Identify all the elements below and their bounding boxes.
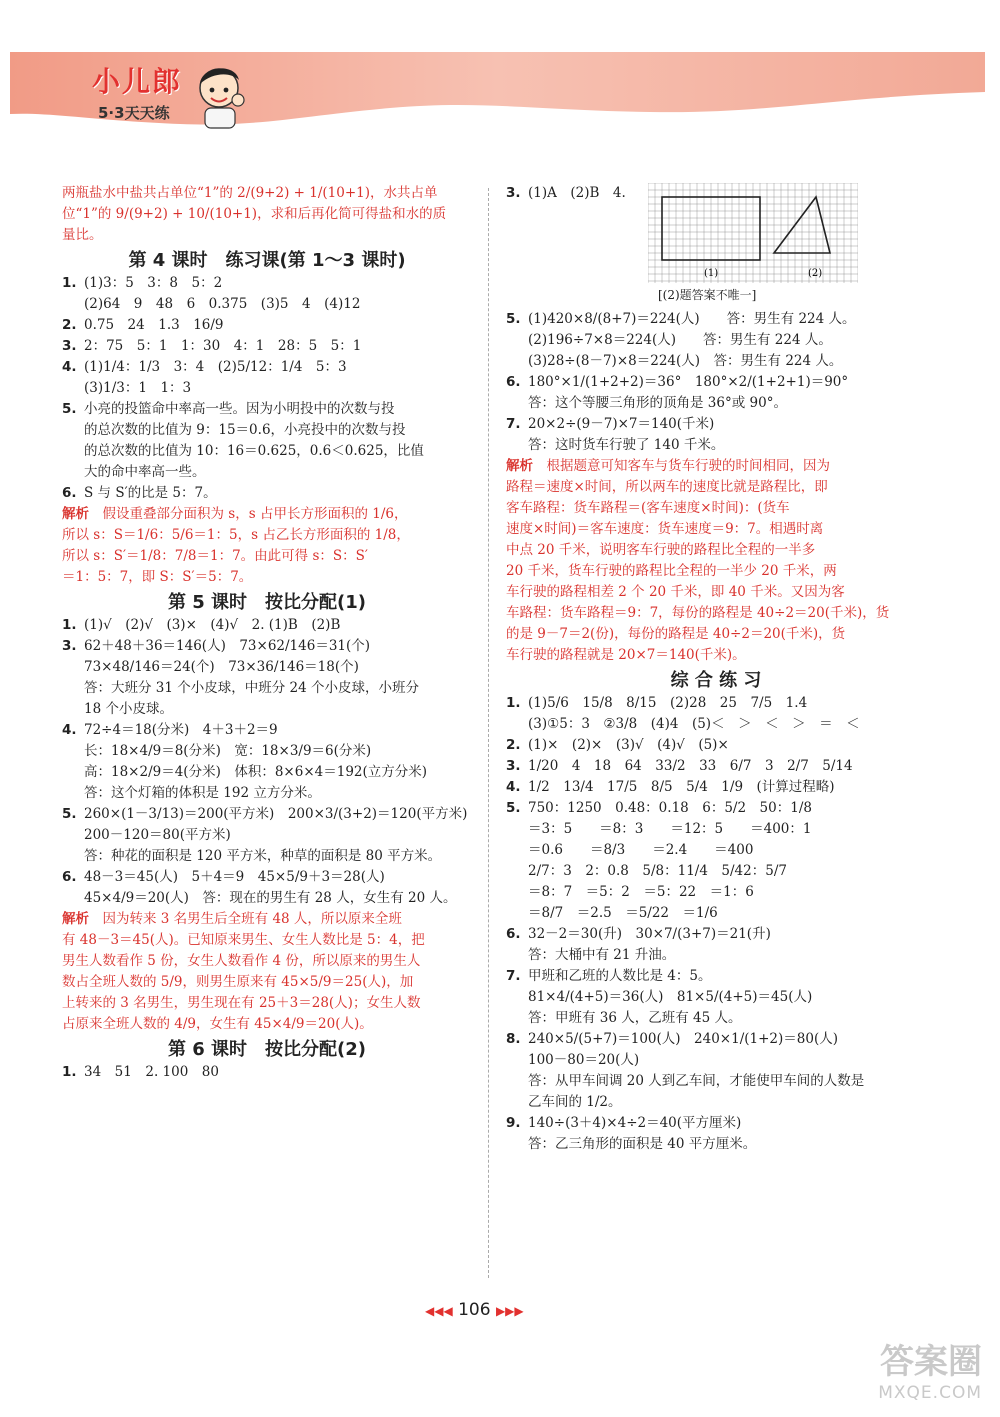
item-text: 1/20 4 18 64 33/2 33 6/7 3 2/7 5/14 — [528, 758, 853, 774]
item-text: (1)× (2)× (3)√ (4)√ (5)× — [528, 737, 729, 753]
item-number: 5. — [62, 806, 77, 822]
answer-line: (3)①5：3 ②3/8 (4)4 (5)＜ ＞ ＜ ＞ ＝ ＜ — [528, 716, 860, 732]
item-text: 20×2÷(9－7)×7＝140(千米) — [528, 416, 715, 432]
analysis-line — [62, 504, 472, 525]
analysis-text: 假设重叠部分面积为 s，s 占甲长方形面积的 1/6， — [89, 506, 408, 522]
answer-line: 答：乙三角形的面积是 40 平方厘米。 — [528, 1136, 757, 1152]
answer-line: 答：甲班有 36 人，乙班有 45 人。 — [528, 1010, 742, 1026]
section-title: 第 4 课时 练习课(第 1～3 课时) — [128, 250, 406, 271]
answer-item — [62, 720, 472, 741]
answer-item — [62, 399, 472, 420]
section-title: 第 6 课时 按比分配(2) — [167, 1039, 367, 1060]
answer-item — [506, 777, 926, 798]
answer-line: 答：大桶中有 21 升油。 — [528, 947, 676, 963]
explanation-line: 占原来全班人数的 4/9，女生有 45×4/9＝20(人)。 — [62, 1016, 373, 1032]
item-number: 9. — [506, 1115, 521, 1131]
analysis-label: 解析 — [62, 911, 89, 927]
answer-line: 答：这个灯箱的体积是 192 立方分米。 — [84, 785, 321, 801]
item-text: 34 51 2. 100 80 — [84, 1064, 219, 1080]
explanation-line: 数占全班人数的 5/9，则男生原来有 45×5/9＝25(人)，加 — [62, 974, 414, 990]
analysis-label: 解析 — [506, 458, 533, 474]
answer-item — [506, 1113, 926, 1134]
item-text: (1)5/6 15/8 8/15 (2)28 25 7/5 1.4 — [528, 695, 808, 711]
item-number: 4. — [62, 722, 77, 738]
item-text: 180°×1/(1+2+2)＝36° 180°×2/(1+2+1)＝90° — [528, 374, 849, 390]
answer-item — [62, 273, 472, 294]
item-text: (1)√ (2)√ (3)× (4)√ 2. (1)B (2)B — [84, 617, 341, 633]
item-text: S 与 S′的比是 5：7。 — [84, 485, 217, 501]
section-title: 第 5 课时 按比分配(1) — [167, 592, 367, 613]
answer-line: 81×4/(4+5)＝36(人) 81×5/(4+5)＝45(人) — [528, 989, 813, 1005]
item-text: 小亮的投篮命中率高一些。因为小明投中的次数与投 — [84, 401, 395, 417]
answer-line: ＝8：7 ＝5：2 ＝5：22 ＝1：6 — [528, 884, 754, 900]
explanation-line: 位“1”的 9/(9+2) + 10/(10+1)，求和后再化简可得盐和水的质 — [62, 206, 447, 222]
section-title: 综 合 练 习 — [670, 670, 762, 691]
answer-item — [62, 804, 472, 825]
answer-item — [506, 966, 926, 987]
item-number: 4. — [62, 359, 77, 375]
answer-line: 100－80＝20(人) — [528, 1052, 640, 1068]
answer-line: 大的命中率高一些。 — [84, 464, 206, 480]
explanation-line: 有 48－3＝45(人)。已知原来男生、女生人数比是 5：4，把 — [62, 932, 425, 948]
item-text: (1)420×8/(8+7)＝224(人) 答：男生有 224 人。 — [528, 311, 856, 327]
explanation-line: 中点 20 千米，说明客车行驶的路程比全程的一半多 — [506, 542, 816, 558]
answer-item — [62, 336, 472, 357]
answer-item — [62, 357, 472, 378]
answer-item — [506, 798, 926, 819]
item-number: 5. — [506, 800, 521, 816]
page-number-bar — [425, 1300, 524, 1320]
watermark-title: 答案圈 — [880, 1342, 982, 1382]
explanation-line: 两瓶盐水中盐共占单位“1”的 2/(9+2) + 1/(10+1)，水共占单 — [62, 185, 438, 201]
answer-item — [506, 756, 926, 777]
answer-line: 答：这个等腰三角形的顶角是 36°或 90°。 — [528, 395, 787, 411]
explanation-line: 20 千米，货车行驶的路程比全程的一半少 20 千米，两 — [506, 563, 837, 579]
answer-item — [506, 735, 926, 756]
explanation-line: 上转来的 3 名男生，男生现在有 25＋3＝28(人)；女生人数 — [62, 995, 421, 1011]
item-text: 48－3＝45(人) 5＋4＝9 45×5/9＋3＝28(人) — [84, 869, 385, 885]
item-text: 240×5/(5+7)＝100(人) 240×1/(1+2)＝80(人) — [528, 1031, 838, 1047]
item-text: 750：1250 0.48：0.18 6：5/2 50：1/8 — [528, 800, 812, 816]
analysis-label: 解析 — [62, 506, 89, 522]
item-text: 260×(1－3/13)＝200(平方米) 200×3/(3+2)＝120(平方米) — [84, 806, 468, 822]
analysis-text: 根据题意可知客车与货车行驶的时间相同，因为 — [533, 458, 830, 474]
left-answer-column — [62, 183, 472, 1083]
answer-line: 乙车间的 1/2。 — [528, 1094, 622, 1110]
answer-line: ＝0.6 ＝8/3 ＝2.4 ＝400 — [528, 842, 754, 858]
explanation-line: 车路程：货车路程＝9：7，每份的路程是 40÷2＝20(千米)，货 — [506, 605, 890, 621]
item-text: 甲班和乙班的人数比是 4：5。 — [528, 968, 712, 984]
answer-line: (3)1/3：1 1：3 — [84, 380, 192, 396]
item-number: 1. — [506, 695, 521, 711]
item-number: 3. — [62, 338, 77, 354]
item-text: 32－2＝30(升) 30×7/(3+7)＝21(升) — [528, 926, 771, 942]
answer-line: (2)196÷7×8＝224(人) 答：男生有 224 人。 — [528, 332, 832, 348]
item-number: 3. — [62, 638, 77, 654]
item-number: 5. — [62, 401, 77, 417]
item-text: (1)3：5 3：8 5：2 — [84, 275, 223, 291]
item-number: 6. — [506, 926, 521, 942]
answer-item — [62, 636, 472, 657]
answer-item — [62, 867, 472, 888]
grid-answer-drawing — [648, 183, 858, 283]
answer-line: 18 个小皮球。 — [84, 701, 173, 717]
explanation-line: 所以 s：S′＝1/8：7/8＝1：7。由此可得 s：S：S′ — [62, 548, 368, 564]
answer-line: 45×4/9＝20(人) 答：现在的男生有 28 人，女生有 20 人。 — [84, 890, 457, 906]
answer-item — [62, 615, 472, 636]
answer-line: ＝8/7 ＝2.5 ＝5/22 ＝1/6 — [528, 905, 718, 921]
answer-line: 答：从甲车间调 20 人到乙车间，才能使甲车间的人数是 — [528, 1073, 865, 1089]
item-text: (1)1/4：1/3 3：4 (2)5/12：1/4 5：3 — [84, 359, 347, 375]
explanation-line: 速度×时间)＝客车速度：货车速度＝9：7。相遇时离 — [506, 521, 824, 537]
item-number: 7. — [506, 416, 521, 432]
item-number: 6. — [506, 374, 521, 390]
explanation-line: 车行驶的路程就是 20×7＝140(千米)。 — [506, 647, 746, 663]
answer-item — [62, 315, 472, 336]
item-number: 8. — [506, 1031, 521, 1047]
answer-line: 答：这时货车行驶了 140 千米。 — [528, 437, 725, 453]
answer-line: 73×48/146＝24(个) 73×36/146＝18(个) — [84, 659, 359, 675]
analysis-text: 因为转来 3 名男生后全班有 48 人，所以原来全班 — [89, 911, 402, 927]
figure-label-1: (1) — [704, 268, 719, 279]
analysis-line — [506, 456, 926, 477]
answer-line: 高：18×2/9＝4(分米) 体积：8×6×4＝192(立方分米) — [84, 764, 428, 780]
explanation-line: 所以 s：S＝1/6：5/6＝1：5，s 占乙长方形面积的 1/8， — [62, 527, 410, 543]
answer-line: 答：大班分 31 个小皮球，中班分 24 个小皮球，小班分 — [84, 680, 420, 696]
column-divider — [488, 188, 489, 1278]
item-number: 7. — [506, 968, 521, 984]
watermark-url: MXQE.COM — [878, 1383, 982, 1403]
answer-line: 的总次数的比值为 10：16＝0.625，0.6＜0.625，比值 — [84, 443, 424, 459]
answer-item — [506, 372, 926, 393]
analysis-line — [62, 909, 472, 930]
brand-logo — [92, 60, 182, 123]
answer-line: 答：种花的面积是 120 平方米，种草的面积是 80 平方米。 — [84, 848, 442, 864]
item-text: 140÷(3＋4)×4÷2＝40(平方厘米) — [528, 1115, 742, 1131]
answer-item — [506, 1029, 926, 1050]
item-number: 6. — [62, 869, 77, 885]
item-number: 1. — [62, 275, 77, 291]
answer-line: 长：18×4/9＝8(分米) 宽：18×3/9＝6(分米) — [84, 743, 372, 759]
item-text: 0.75 24 1.3 16/9 — [84, 317, 224, 333]
answer-line: (2)64 9 48 6 0.375 (3)5 4 (4)12 — [84, 296, 361, 312]
answer-line: (3)28÷(8－7)×8＝224(人) 答：男生有 224 人。 — [528, 353, 843, 369]
item-text: 72÷4＝18(分米) 4＋3＋2＝9 — [84, 722, 278, 738]
cartoon-boy-icon — [195, 60, 247, 130]
item-number: 1. — [62, 617, 77, 633]
brand-name: 小儿郎 — [92, 65, 183, 98]
right-arrows-icon: ▶▶▶ — [495, 1304, 524, 1318]
explanation-line: 的是 9－7＝2(份)，每份的路程是 40÷2＝20(千米)，货 — [506, 626, 846, 642]
item-number: 3. — [506, 758, 521, 774]
left-arrows-icon: ◀◀◀ — [425, 1304, 453, 1318]
item-number: 4. — [506, 779, 521, 795]
explanation-line: 量比。 — [62, 227, 103, 243]
item-text: 62＋48＋36＝146(人) 73×62/146＝31(个) — [84, 638, 371, 654]
explanation-line: ＝1：5：7，即 S：S′＝5：7。 — [62, 569, 253, 585]
answer-item — [506, 309, 926, 330]
answer-item — [506, 924, 926, 945]
explanation-line: 车行驶的路程相差 2 个 20 千米，即 40 千米。又因为客 — [506, 584, 845, 600]
right-answer-column — [506, 183, 926, 1155]
answer-line: ＝3：5 ＝8：3 ＝12：5 ＝400：1 — [528, 821, 812, 837]
answer-item — [62, 1062, 472, 1083]
brand-subtitle: 5·3天天练 — [98, 104, 170, 122]
answer-item — [62, 483, 472, 504]
item-number: 6. — [62, 485, 77, 501]
item-text: (1)A (2)B 4. — [528, 185, 626, 201]
explanation-line: 客车路程：货车路程＝(客车速度×时间)：(货车 — [506, 500, 790, 516]
item-text: 1/2 13/4 17/5 8/5 5/4 1/9 (计算过程略) — [528, 779, 835, 795]
item-number: 5. — [506, 311, 521, 327]
answer-line: 的总次数的比值为 9：15＝0.6，小亮投中的次数与投 — [84, 422, 406, 438]
answer-item — [506, 414, 926, 435]
answer-line: 200－120＝80(平方米) — [84, 827, 231, 843]
answer-line: 2/7：3 2：0.8 5/8：11/4 5/42：5/7 — [528, 863, 787, 879]
watermark — [878, 1334, 982, 1403]
page-number: 106 — [458, 1300, 491, 1320]
answer-item — [506, 693, 926, 714]
explanation-line: 男生人数看作 5 份，女生人数看作 4 份，所以原来的男生人 — [62, 953, 421, 969]
grid-caption: [(2)题答案不唯一] — [658, 288, 757, 302]
item-number: 1. — [62, 1064, 77, 1080]
grid-figure — [648, 183, 858, 287]
item-text: 2：75 5：1 1：30 4：1 28：5 5：1 — [84, 338, 362, 354]
item-number: 2. — [506, 737, 521, 753]
figure-label-2: (2) — [808, 268, 823, 279]
item-number: 2. — [62, 317, 77, 333]
item-number: 3. — [506, 185, 521, 201]
explanation-line: 路程＝速度×时间，所以两车的速度比就是路程比，即 — [506, 479, 828, 495]
